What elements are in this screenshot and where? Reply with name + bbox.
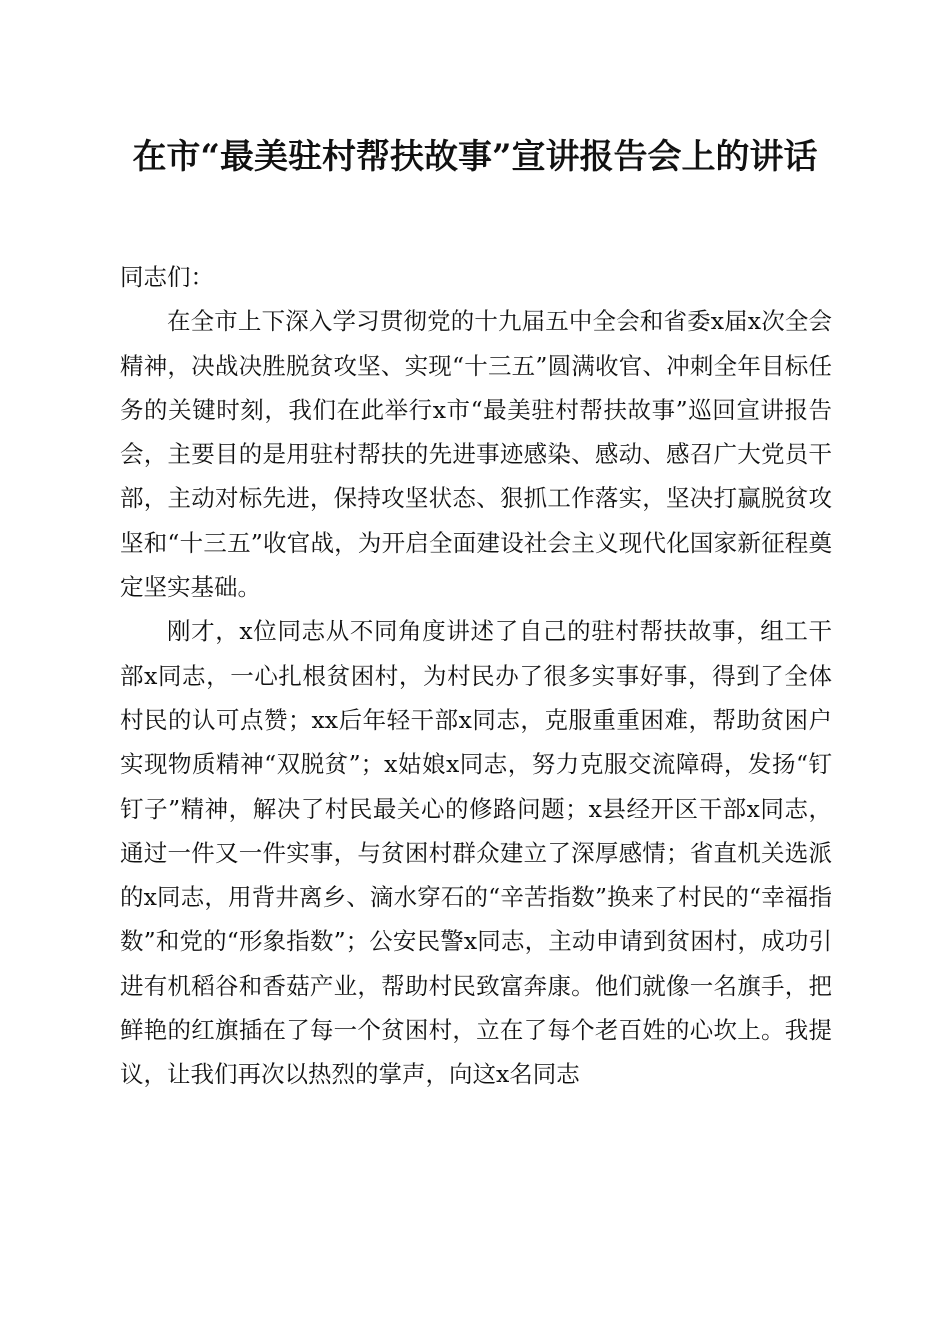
- document-body: [120, 255, 832, 1097]
- salutation: 同志们：: [120, 263, 214, 291]
- document-title: 在市“最美驻村帮扶故事”宣讲报告会上的讲话: [132, 137, 818, 177]
- paragraph-2: 刚才，x位同志从不同角度讲述了自己的驻村帮扶故事，组工干部x同志，一心扎根贫困村，为村民办了很多实事好事，得到了全体村民的认可点赞；xx后年轻干部x同志，克服重重困难，帮助贫困户实现物质精神“双脱贫”；x姑娘x同志，努力克服交流障碍，发扬“钉钉子”精神，解决了村民最关心的修路问题；x县经开区干部x同志，通过一件又一件实事，与贫困村群众建立了深厚感情；省直机关选派的x同志，用背井离乡、滴水穿石的“辛苦指数”换来了村民的“幸福指数”和党的“形象指数”；公安民警x同志，主动申请到贫困村，成功引进有机稻谷和香菇产业，帮助村民致富奔康。他们就像一名旗手，把鲜艳的红旗插在了每一个贫困村，立在了每个老百姓的心坎上。我提议，让我们再次以热烈的掌声，向这x名同志: [120, 617, 832, 1089]
- paragraph-1: 在全市上下深入学习贯彻党的十九届五中全会和省委x届x次全会精神，决战决胜脱贫攻坚、实现“十三五”圆满收官、冲刺全年目标任务的关键时刻，我们在此举行x市“最美驻村帮扶故事”巡回宣讲报告会，主要目的是用驻村帮扶的先进事迹感染、感动、感召广大党员干部，主动对标先进，保持攻坚状态、狠抓工作落实，坚决打赢脱贫攻坚和“十三五”收官战，为开启全面建设社会主义现代化国家新征程奠定坚实基础。: [120, 307, 832, 602]
